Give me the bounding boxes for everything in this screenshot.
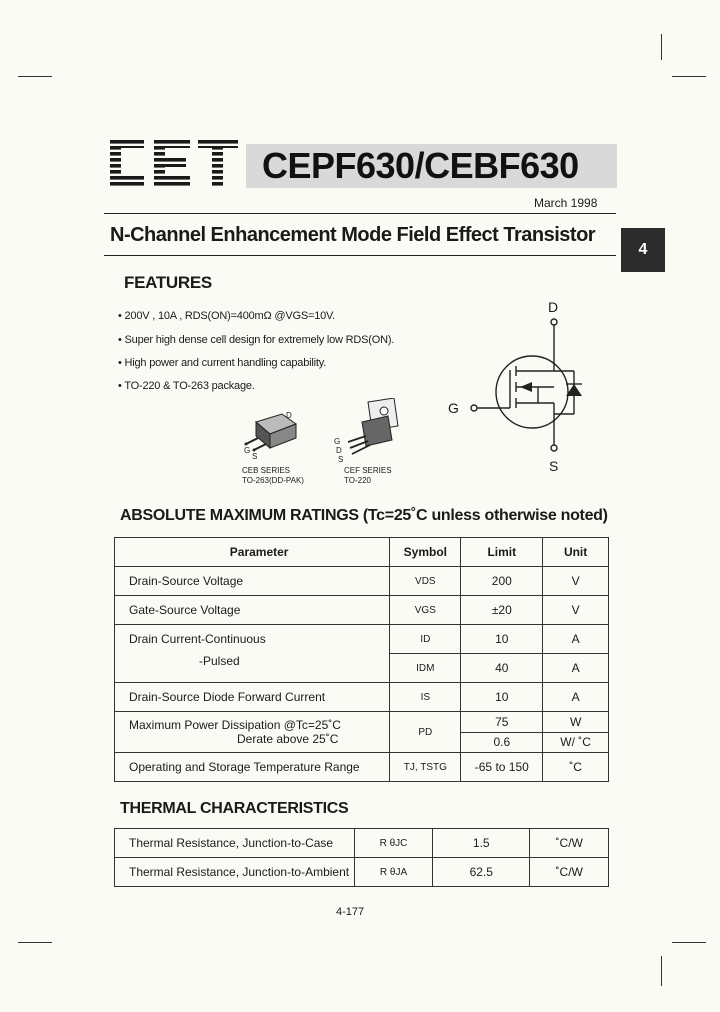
package-name: TO-220 xyxy=(344,476,371,485)
mosfet-schematic-symbol xyxy=(466,316,586,452)
crop-mark xyxy=(672,76,706,77)
pin-label: D xyxy=(286,411,292,420)
pin-label: D xyxy=(336,446,342,455)
ratings-table xyxy=(114,537,609,782)
pin-label: S xyxy=(338,455,344,464)
crop-mark xyxy=(661,956,662,986)
package-series: CEB SERIES xyxy=(242,466,291,475)
column-header: Limit xyxy=(461,538,543,567)
table-row: Thermal Resistance, Junction-to-Ambient R θJA 62.5 ˚C/W xyxy=(115,858,609,887)
feature-item: • 200V , 10A , RDS(ON)=400mΩ @VGS=10V. xyxy=(118,310,336,322)
page-title: CEPF630/CEBF630 xyxy=(262,145,579,186)
column-header: Unit xyxy=(543,538,609,567)
thermal-heading: THERMAL CHARACTERISTICS xyxy=(120,800,349,817)
date-label: March 1998 xyxy=(534,196,598,210)
drain-pin-label: D xyxy=(548,299,559,315)
feature-item: • Super high dense cell design for extremely low RDS(ON). xyxy=(118,334,395,346)
to263-package-drawing xyxy=(236,408,306,464)
column-header: Parameter xyxy=(115,538,390,567)
ratings-heading: ABSOLUTE MAXIMUM RATINGS (Tc=25˚C unless otherwise noted) xyxy=(120,507,608,524)
feature-item: • TO-220 & TO-263 package. xyxy=(118,380,255,392)
table-row: Maximum Power Dissipation @Tc=25˚C Derate above 25˚C PD 75 0.6 W W/ ˚C xyxy=(115,712,609,753)
feature-item: • High power and current handling capability. xyxy=(118,357,327,369)
to220-package-drawing xyxy=(338,398,404,464)
pin-label: G xyxy=(334,437,341,446)
table-row: Gate-Source Voltage VGS ±20 V xyxy=(115,596,609,625)
features-heading: FEATURES xyxy=(124,273,212,292)
cet-logo xyxy=(104,134,240,190)
section-tab: 4 xyxy=(621,228,665,272)
package-series: CEF SERIES xyxy=(344,466,392,475)
crop-mark xyxy=(18,942,52,943)
page-number: 4-177 xyxy=(336,906,365,918)
column-header: Symbol xyxy=(390,538,461,567)
pin-label: S xyxy=(252,452,258,461)
pin-label: G xyxy=(244,446,251,455)
gate-pin-label: G xyxy=(448,400,459,416)
table-row: Operating and Storage Temperature Range TJ, TSTG -65 to 150 ˚C xyxy=(115,753,609,782)
table-row: Drain-Source Voltage VDS 200 V xyxy=(115,567,609,596)
table-row: Thermal Resistance, Junction-to-Case R θJC 1.5 ˚C/W xyxy=(115,829,609,858)
crop-mark xyxy=(672,942,706,943)
header-rule xyxy=(104,213,616,214)
subtitle-rule xyxy=(104,255,616,256)
table-row: -Pulsed IDM 40 A xyxy=(115,654,609,683)
thermal-table xyxy=(114,828,609,887)
table-header-row xyxy=(115,538,609,567)
crop-mark xyxy=(18,76,52,77)
crop-mark xyxy=(661,34,662,60)
source-pin-label: S xyxy=(549,458,559,474)
package-name: TO-263(DD-PAK) xyxy=(242,476,304,485)
table-row: Drain Current-Continuous ID 10 A xyxy=(115,625,609,654)
subtitle: N-Channel Enhancement Mode Field Effect Transistor xyxy=(110,224,596,246)
table-row: Drain-Source Diode Forward Current IS 10 A xyxy=(115,683,609,712)
